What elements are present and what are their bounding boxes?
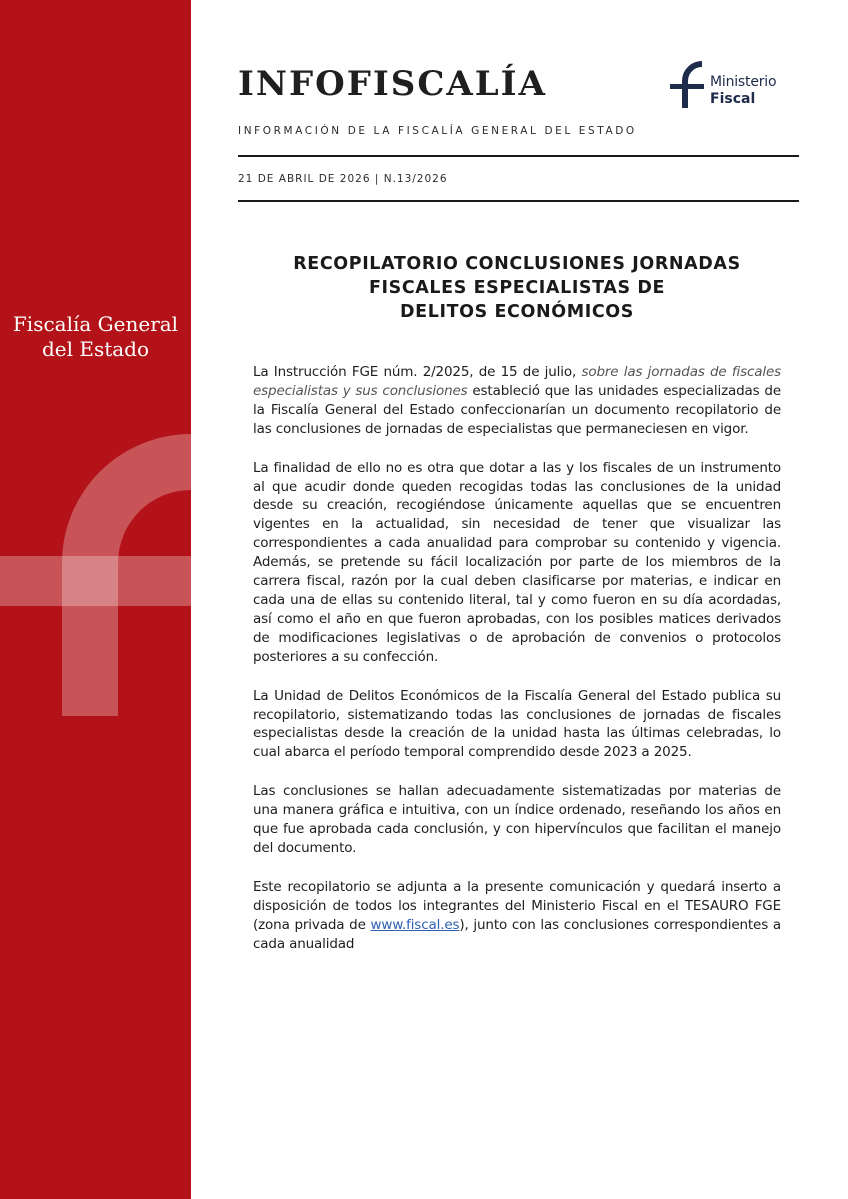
issue-date-number: 21 DE ABRIL DE 2026 | N.13/2026 [238, 173, 448, 185]
sidebar-title-line1: Fiscalía General [12, 312, 179, 336]
ministerio-fiscal-logo [668, 60, 808, 112]
masthead-title: INFOFISCALÍA [238, 64, 547, 104]
paragraph-5-intro: Este recopilatorio se adjunta a la presente comunicación y quedará inserto a disposición de todos los integrantes del Ministerio Fiscal en el TESAURO FGE (zona privada de [253, 878, 781, 933]
article-body [253, 363, 781, 973]
paragraph-5-rest: ), junto con las conclusiones correspondientes a cada anualidad [253, 916, 781, 952]
headline-line3: DELITOS ECONÓMICOS [400, 302, 634, 322]
logo-line2: Fiscal [710, 91, 756, 107]
paragraph-2: La finalidad de ello no es otra que dotar a las y los fiscales de un instrumento al que acudir donde queden recogidas todas las conclusiones de la unidad desde su creación, recogiéndose únicamente aquellas que se encuentren vigentes en la actualidad, sin necesidad de tener que visualizar las correspondientes a cada anualidad para comprobar su contenido y vigencia. Además, se pretende su fácil localización por parte de los miembros de la carrera fiscal, razón por la cual deben clasificarse por materias, e indicar en cada una de ellas su contenido literal, tal y como fueron en su día acordadas, así como el año en que fueron aprobadas, con los posibles matices derivados de modificaciones legislativas o de aprobación de convenios o protocolos posteriores a su confección. [253, 459, 781, 665]
masthead-subtitle: INFORMACIÓN DE LA FISCALÍA GENERAL DEL ESTADO [238, 125, 637, 137]
headline-line1: RECOPILATORIO CONCLUSIONES JORNADAS [293, 254, 741, 274]
paragraph-1 [253, 363, 781, 439]
fiscalia-f-monogram-icon [0, 0, 191, 1199]
headline [238, 252, 796, 324]
paragraph-5 [253, 878, 781, 954]
paragraph-1-italic: sobre las jornadas de fiscales especialistas y sus conclusiones [253, 364, 782, 399]
paragraph-3: La Unidad de Delitos Económicos de la Fiscalía General del Estado publica su recopilatorio, sistematizando todas las conclusiones de jornadas de fiscales especialistas desde la creación de la unidad hasta las últimas celebradas, lo cual abarca el período temporal comprendido desde 2023 a 2025. [253, 687, 781, 761]
sidebar-title-line2: del Estado [41, 337, 150, 361]
fiscal-es-link[interactable]: www.fiscal.es [370, 916, 460, 933]
sidebar-band [0, 0, 191, 1199]
paragraph-1-intro: La Instrucción FGE núm. 2/2025, de 15 de julio, [253, 364, 582, 380]
divider-top [238, 155, 799, 157]
headline-line2: FISCALES ESPECIALISTAS DE [368, 278, 666, 298]
paragraph-4: Las conclusiones se hallan adecuadamente sistematizadas por materias de una manera gráfica e intuitiva, con un índice ordenado, reseñando los años en que fue aprobada cada conclusión, y con hipervínculos que facilitan el manejo del documento. [253, 783, 781, 856]
logo-line1: Ministerio [710, 74, 777, 90]
paragraph-1-rest: estableció que las unidades especializadas de la Fiscalía General del Estado confeccionarían un documento recopilatorio de las conclusiones de jornadas de especialistas que permaneciesen en vigor. [253, 382, 781, 437]
divider-bottom [238, 200, 799, 202]
ministerio-fiscal-logo-icon [668, 60, 708, 112]
